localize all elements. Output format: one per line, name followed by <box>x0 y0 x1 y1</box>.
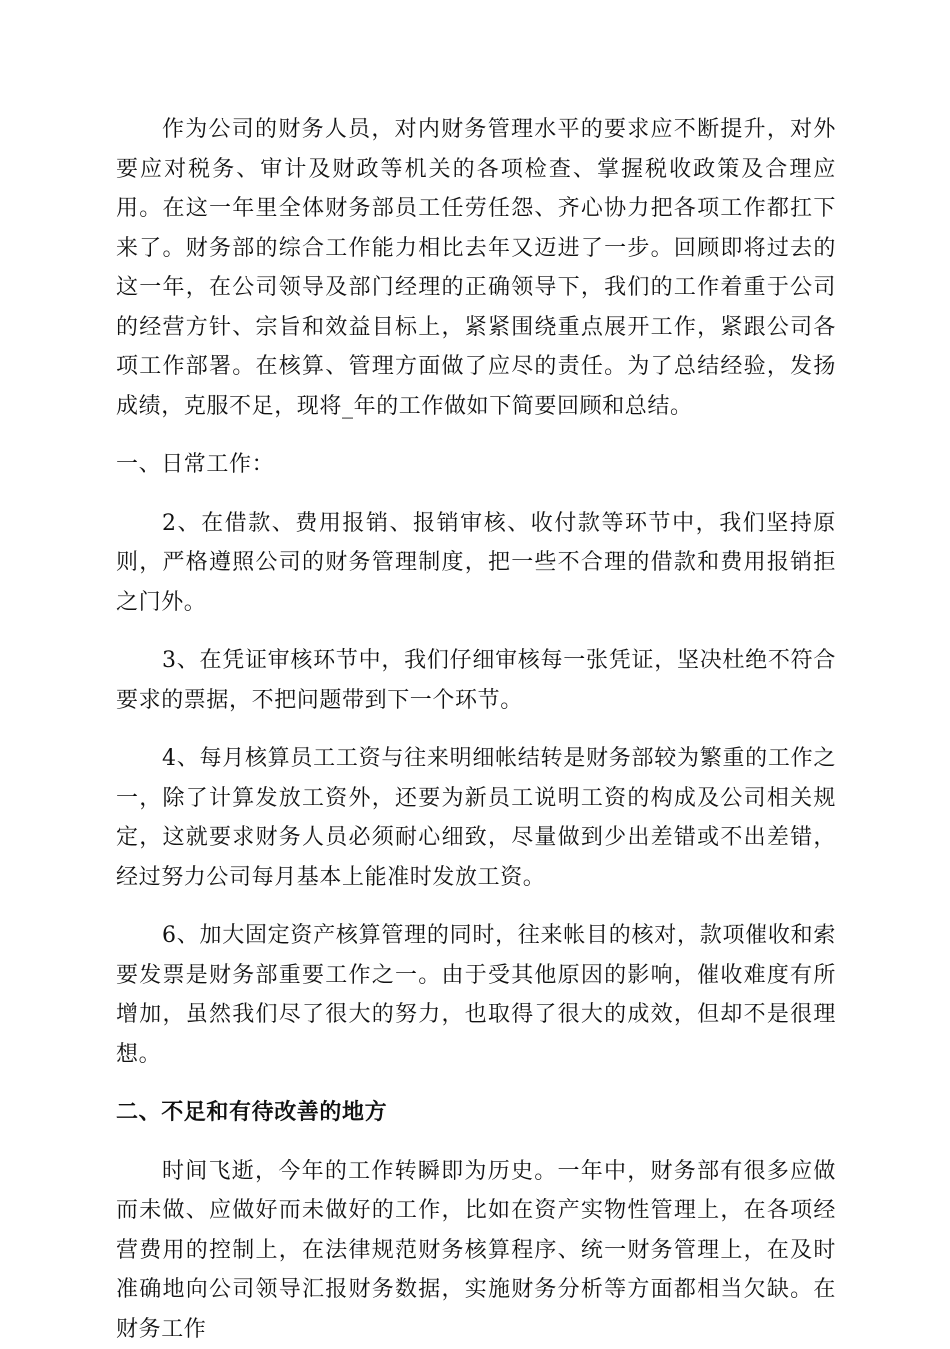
section-heading-daily-work: 一、日常工作： <box>116 445 836 485</box>
document-body <box>116 110 836 1349</box>
list-item-3-paragraph: 3、在凭证审核环节中，我们仔细审核每一张凭证，坚决杜绝不符合要求的票据，不把问题带到下一个环节。 <box>116 641 836 720</box>
section-heading-shortcomings: 二、不足和有待改善的地方 <box>116 1093 836 1133</box>
list-item-4-paragraph: 4、每月核算员工工资与往来明细帐结转是财务部较为繁重的工作之一，除了计算发放工资外，还要为新员工说明工资的构成及公司相关规定，这就要求财务人员必须耐心细致，尽量做到少出差错或不出差错，经过努力公司每月基本上能准时发放工资。 <box>116 739 836 897</box>
list-item-2-paragraph: 2、在借款、费用报销、报销审核、收付款等环节中，我们坚持原则，严格遵照公司的财务管理制度，把一些不合理的借款和费用报销拒之门外。 <box>116 504 836 623</box>
intro-paragraph: 作为公司的财务人员，对内财务管理水平的要求应不断提升，对外要应对税务、审计及财政等机关的各项检查、掌握税收政策及合理应用。在这一年里全体财务部员工任劳任怨、齐心协力把各项工作都扛下来了。财务部的综合工作能力相比去年又迈进了一步。回顾即将过去的这一年，在公司领导及部门经理的正确领导下，我们的工作着重于公司的经营方针、宗旨和效益目标上，紧紧围绕重点展开工作，紧跟公司各项工作部署。在核算、管理方面做了应尽的责任。为了总结经验，发扬成绩，克服不足，现将_年的工作做如下简要回顾和总结。 <box>116 110 836 426</box>
closing-paragraph: 时间飞逝，今年的工作转瞬即为历史。一年中，财务部有很多应做而未做、应做好而未做好的工作，比如在资产实物性管理上，在各项经营费用的控制上，在法律规范财务核算程序、统一财务管理上，在及时准确地向公司领导汇报财务数据，实施财务分析等方面都相当欠缺。在财务工作 <box>116 1152 836 1349</box>
list-item-6-paragraph: 6、加大固定资产核算管理的同时，往来帐目的核对，款项催收和索要发票是财务部重要工作之一。由于受其他原因的影响，催收难度有所增加，虽然我们尽了很大的努力，也取得了很大的成效，但却不是很理想。 <box>116 916 836 1074</box>
